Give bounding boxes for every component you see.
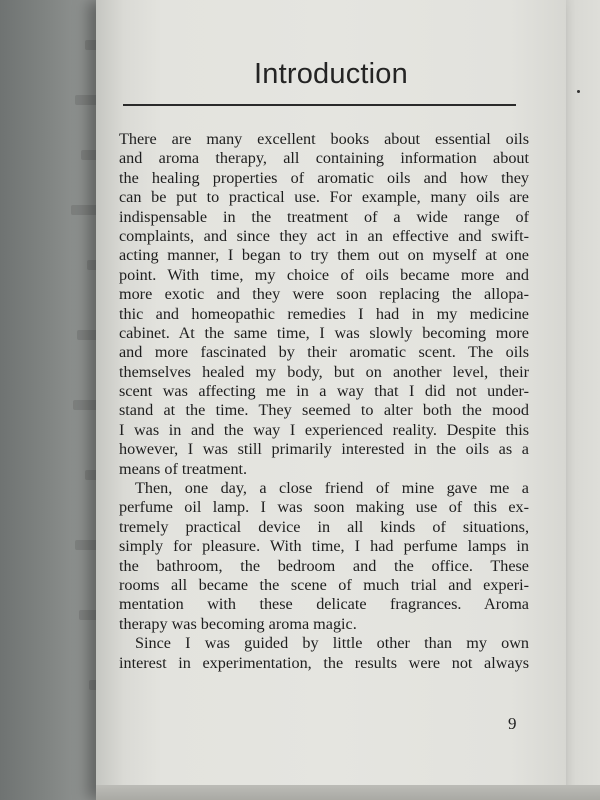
text-line: interest in experimentation, the results were not always: [119, 653, 529, 672]
text-line: themselves healed my body, but on another level, their: [119, 362, 529, 381]
chapter-title: Introduction: [254, 58, 408, 90]
text-line: Then, one day, a close friend of mine gave me a: [135, 479, 529, 498]
text-line: means of treatment.: [119, 459, 248, 478]
text-line: can be put to practical use. For example, many oils are: [119, 188, 529, 207]
text-line: point. With time, my choice of oils became more and: [119, 265, 529, 284]
page-bottom-edge: [96, 785, 600, 800]
page-right-margin: [560, 0, 600, 800]
text-line: Since I was guided by little other than my own: [135, 634, 529, 653]
text-line: complaints, and since they act in an effective and swift-: [119, 226, 529, 245]
text-line: the healing properties of aromatic oils and how they: [119, 168, 529, 187]
text-line: There are many excellent books about essential oils: [119, 130, 529, 148]
text-line: acting manner, I began to try them out on myself at one: [119, 246, 529, 265]
text-line: perfume oil lamp. I was soon making use of this ex-: [119, 498, 529, 517]
text-line: I was in and the way I experienced reality. Despite this: [119, 420, 529, 439]
text-line: indispensable in the treatment of a wide range of: [119, 207, 529, 226]
paragraph-1: [119, 130, 529, 479]
text-line: scent was affecting me in a way that I did not under-: [119, 382, 529, 401]
paragraph-2: [119, 479, 529, 634]
text-line: cabinet. At the same time, I was slowly becoming more: [119, 323, 529, 342]
text-line: the bathroom, the bedroom and the office. These: [119, 556, 529, 575]
text-line: stand at the time. They seemed to alter both the mood: [119, 401, 529, 420]
text-line: mentation with these delicate fragrances. Aroma: [119, 595, 529, 614]
text-line: therapy was becoming aroma magic.: [119, 614, 357, 633]
text-line: tremely practical device in all kinds of situations,: [119, 517, 529, 536]
text-line: rooms all became the scene of much trial and experi-: [119, 575, 529, 594]
text-line: and aroma therapy, all containing information about: [119, 149, 529, 168]
text-line: thic and homeopathic remedies I had in my medicine: [119, 304, 529, 323]
body-text: [119, 130, 529, 673]
paragraph-3: [119, 634, 529, 673]
page-number: 9: [508, 714, 517, 733]
paper-speck: [577, 90, 580, 93]
text-line: more exotic and they were soon replacing the allopa-: [119, 285, 529, 304]
title-rule: [123, 104, 516, 106]
text-line: simply for pleasure. With time, I had perfume lamps in: [119, 537, 529, 556]
text-line: however, I was still primarily interested in the oils as a: [119, 440, 529, 459]
text-line: and more fascinated by their aromatic scent. The oils: [119, 343, 529, 362]
